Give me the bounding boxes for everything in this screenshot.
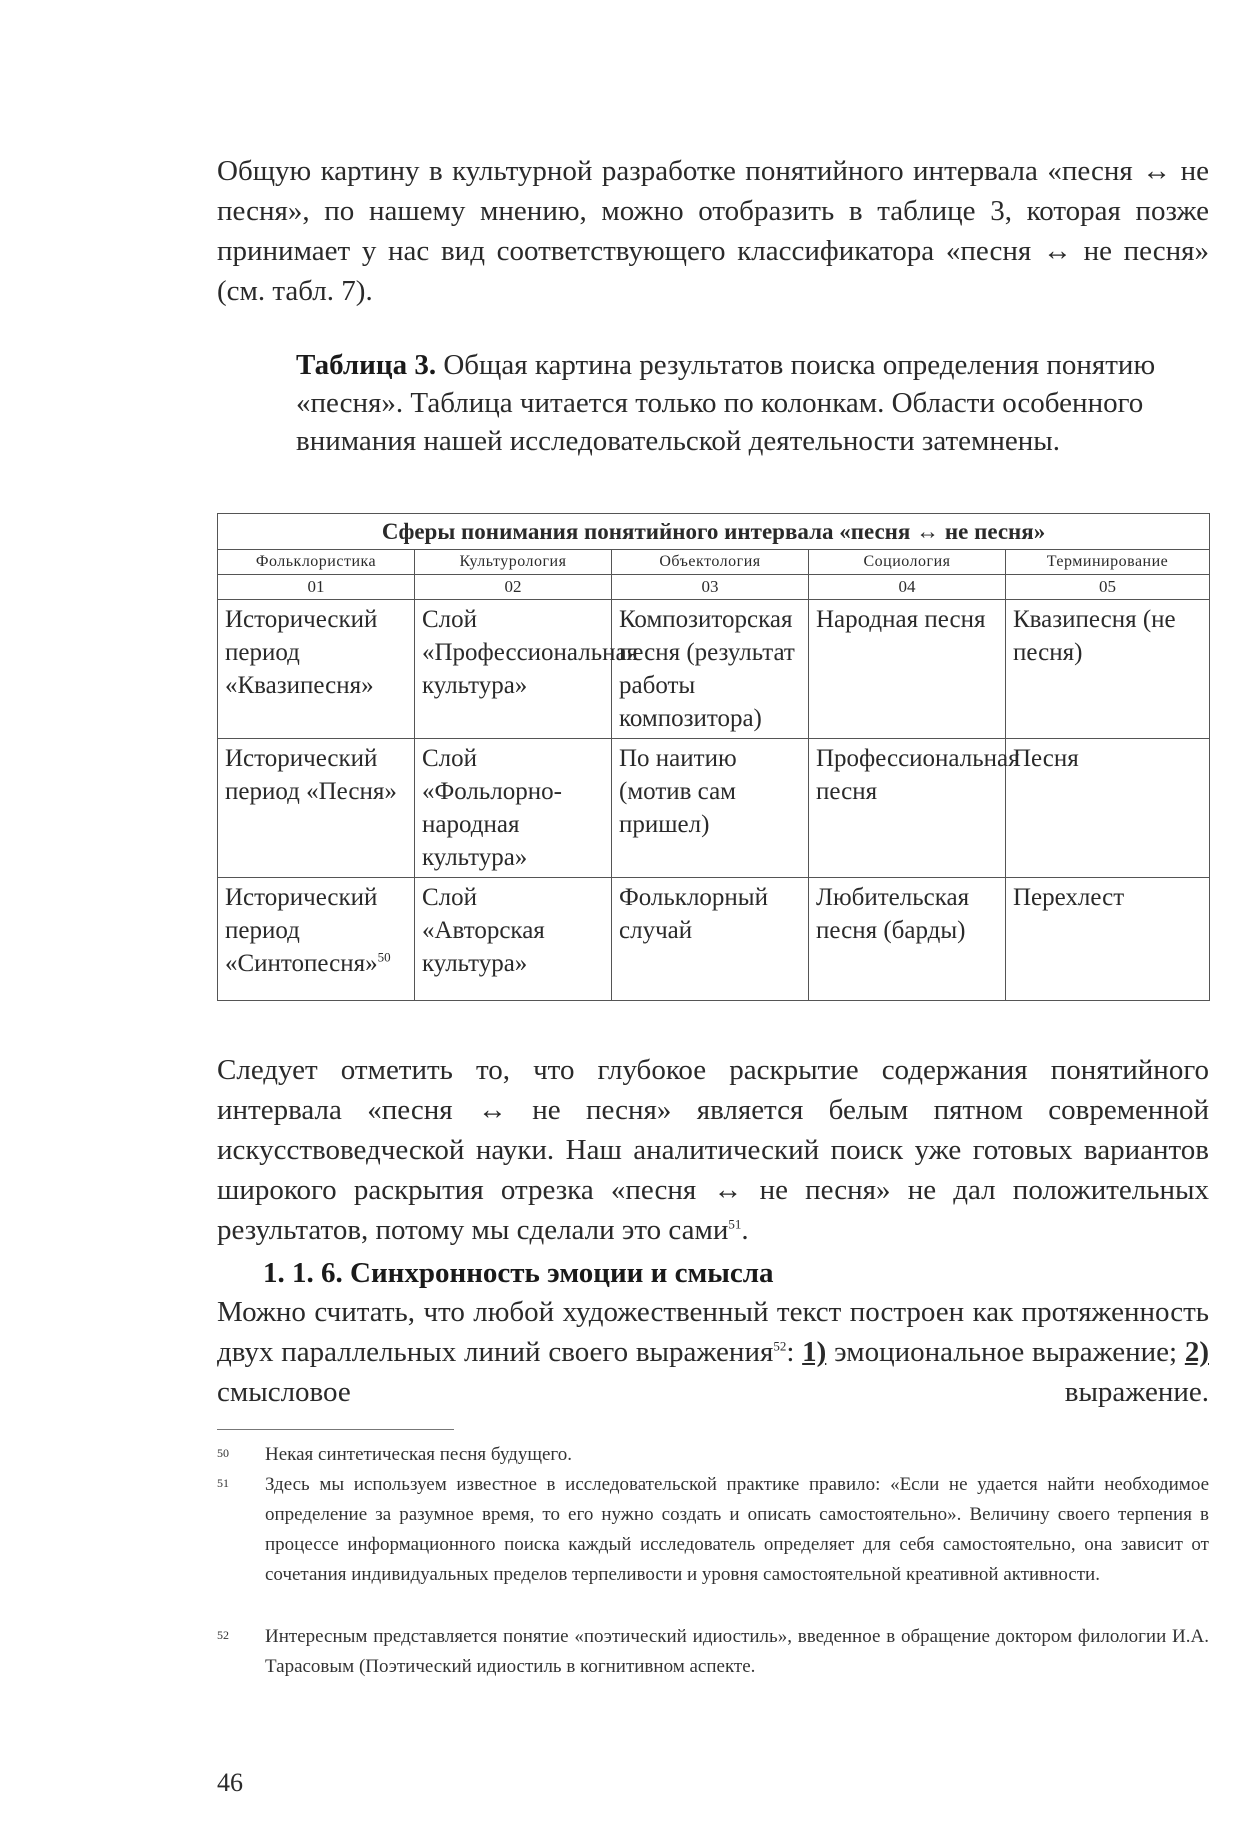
table-cell: Квазипесня (не песня) [1006,600,1210,739]
column-header: Фольклористика [218,550,415,575]
section-heading: 1. 1. 6. Синхронность эмоции и смысла [263,1257,774,1289]
cell-text: Исторический период «Синтопесня» [225,884,378,977]
paragraph-text: эмоциональное выражение; [826,1336,1185,1368]
column-number: 04 [809,575,1006,600]
table-cell: Слой «Авторская культура» [415,878,612,1001]
list-marker: 2) [1184,1336,1209,1368]
footnote-text: Здесь мы используем известное в исследовательской практике правило: «Если не удается найти необходимое определение за разумное время, то его нужно создать и описать самостоятельно». Величину своего терпения в процессе информационного поиска каждый исследователь определяет для себя самостоятельно, она зависит от сочетания индивидуальных пределов терпеливости и уровня самостоятельной креативной активности. [265,1474,1209,1585]
footnote-number: 52 [217,1628,229,1642]
caption-text: Общая картина результатов поиска определения понятию «песня». Таблица читается только по колонкам. Области особенного внимания нашей исследовательской деятельности затемнены. [296,349,1156,457]
intro-paragraph: Общую картину в культурной разработке понятийного интервала «песня ↔ не песня», по нашему мнению, можно отобразить в таблице 3, которая позже принимает у нас вид соответствующего классификатора «песня ↔ не песня» (см. табл. 7). [217,155,1209,307]
caption-label: Таблица 3. [296,349,437,381]
table-cell: Профессиональная песня [809,739,1006,878]
table-cell: Песня [1006,739,1210,878]
body-paragraph [217,1292,1209,1412]
footnote-divider [217,1429,454,1430]
page-number: 46 [217,1768,243,1797]
paragraph-end: . [741,1214,749,1246]
table-cell: Композиторская песня (результат работы композитора) [612,600,809,739]
table-cell [218,878,415,1001]
footnote-text: Интересным представляется понятие «поэтический идиостиль», введенное в обращение доктором филологии И.А. Тарасовым (Поэтический идиостиль в когнитивном аспекте. [265,1626,1209,1677]
column-number: 03 [612,575,809,600]
table-row [218,878,1210,1001]
table-cell: Исторический период «Песня» [218,739,415,878]
paragraph-text: смысловое выражение. [217,1376,1209,1408]
column-number: 05 [1006,575,1210,600]
table-cell: Исторический период «Квазипесня» [218,600,415,739]
table-cell: Слой «Фольлорно-народная культура» [415,739,612,878]
footnote-ref[interactable]: 50 [377,949,391,965]
column-header: Объектология [612,550,809,575]
table-row [218,739,1210,878]
table-caption [296,346,1209,460]
classification-table [217,513,1210,1001]
table-cell: Слой «Профессиональная культура» [415,600,612,739]
table-cell: Народная песня [809,600,1006,739]
column-header: Терминирование [1006,550,1210,575]
footnote-text: Некая синтетическая песня будущего. [265,1444,572,1465]
paragraph-text: Можно считать, что любой художественный текст построен как протяженность двух параллельных линий своего выражения [217,1296,1209,1368]
table-cell: Перехлест [1006,878,1210,1001]
list-marker: 1) [802,1336,827,1368]
paragraph-text: : [786,1336,803,1368]
table-row [218,600,1210,739]
footnote-number: 50 [217,1446,229,1460]
table-cell: По наитию (мотив сам пришел) [612,739,809,878]
table-title: Сферы понимания понятийного интервала «песня ↔ не песня» [218,514,1210,550]
column-header: Социология [809,550,1006,575]
column-number: 01 [218,575,415,600]
footnote-ref[interactable]: 51 [728,1216,742,1232]
body-paragraph [217,1050,1209,1250]
footnote-number: 51 [217,1476,229,1490]
column-header: Культурология [415,550,612,575]
column-number: 02 [415,575,612,600]
table-cell: Любительская песня (барды) [809,878,1006,1001]
table-cell: Фольклорный случай [612,878,809,1001]
footnote-ref[interactable]: 52 [773,1338,787,1354]
paragraph-text: Следует отметить то, что глубокое раскрытие содержания понятийного интервала «песня ↔ не песня» является белым пятном современной искусствоведческой науки. Наш аналитический поиск уже готовых вариантов широкого раскрытия отрезка «песня ↔ не песня» не дал положительных результатов, потому мы сделали это сами [217,1054,1209,1246]
